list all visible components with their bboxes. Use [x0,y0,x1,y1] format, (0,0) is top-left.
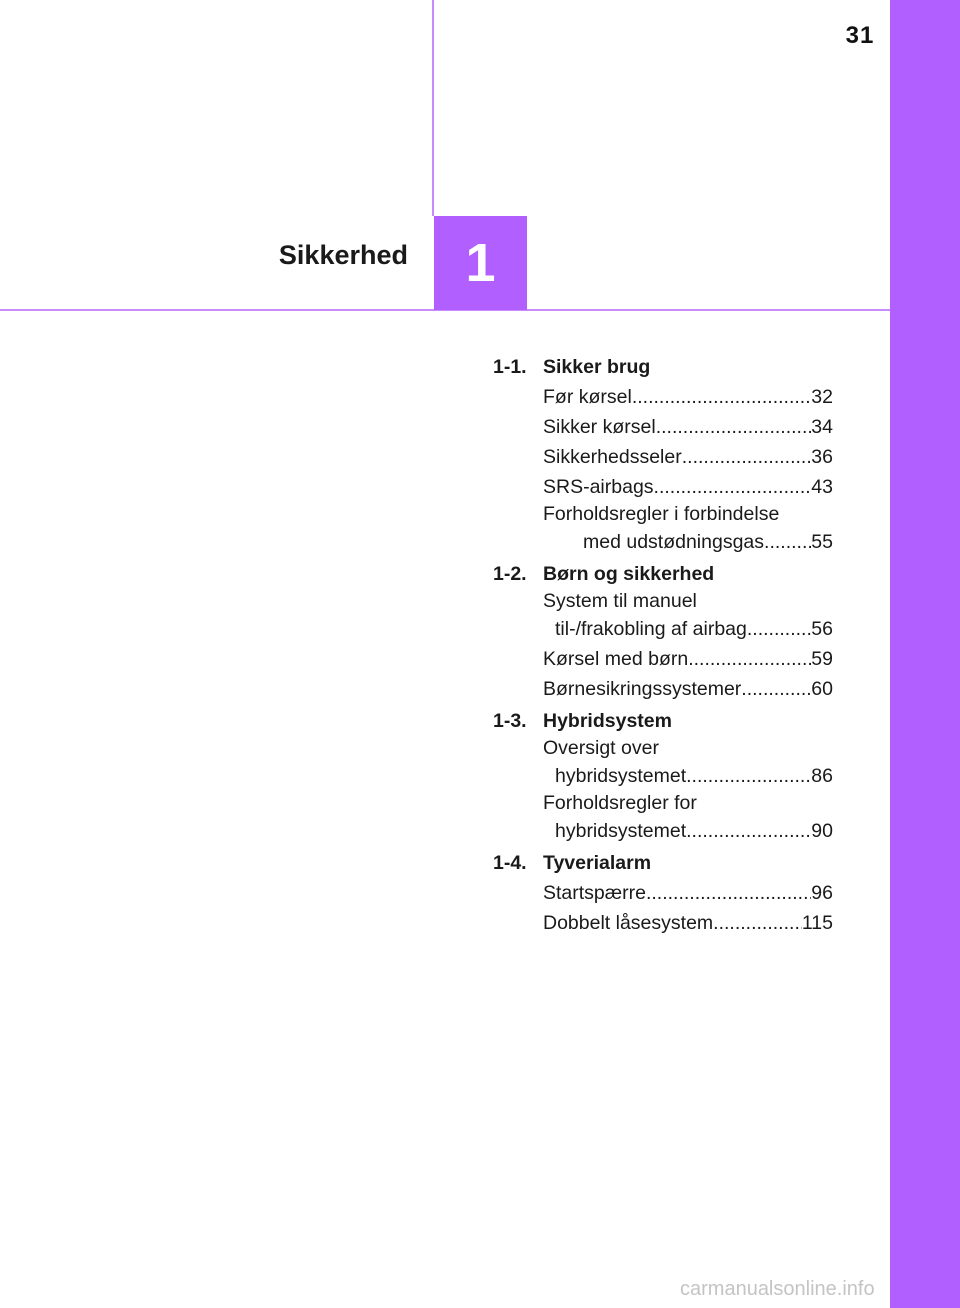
watermark: carmanualsonline.info [680,1278,875,1300]
section-title: Hybridsystem [543,710,672,732]
toc-entry[interactable] [543,644,833,674]
vertical-divider [432,0,434,216]
entry-page: 43 [811,476,833,498]
toc-section [493,706,833,846]
section-title: Børn og sikkerhed [543,563,715,585]
entry-label: Kørsel med børn [543,648,689,670]
entry-label-cont: med udstødningsgas [583,531,765,553]
entry-page: 60 [811,678,833,700]
toc-entry[interactable] [543,791,833,846]
toc-section [493,559,833,704]
section-number: 1-1. [493,356,527,378]
entry-page: 90 [811,820,833,842]
entry-label: Børnesikringssystemer [543,678,742,700]
toc-entry[interactable] [543,412,833,442]
entry-label-cont: hybridsystemet [555,820,687,842]
page-number: 31 [845,22,875,49]
toc-entry[interactable] [543,502,833,557]
chapter-side-tab [890,0,960,1308]
section-number: 1-4. [493,852,527,874]
entry-page: 86 [811,765,833,787]
entry-label: System til manuel [543,590,697,612]
entry-label: Sikker kørsel [543,416,656,438]
toc-entry[interactable] [543,674,833,704]
section-heading[interactable] [493,559,833,589]
entry-label: SRS-airbags [543,476,654,498]
section-number: 1-3. [493,710,527,732]
toc-section [493,352,833,557]
section-title: Sikker brug [543,356,651,378]
toc-entry[interactable] [543,878,833,908]
entry-page: 55 [811,531,833,553]
entry-page: 34 [811,416,833,438]
entry-label: Sikkerhedsseler [543,446,682,468]
toc-entry[interactable] [543,442,833,472]
section-heading[interactable] [493,706,833,736]
toc-entry[interactable] [543,589,833,644]
entry-page: 115 [801,912,833,934]
entry-page: 32 [811,386,833,408]
chapter-title: Sikkerhed [278,240,408,270]
toc-entry[interactable] [543,736,833,791]
entry-label: Dobbelt låsesystem [543,912,714,934]
section-heading[interactable] [493,352,833,382]
entry-label: Startspærre [543,882,646,904]
entry-label-cont: hybridsystemet [555,765,687,787]
section-heading[interactable] [493,848,833,878]
entry-page: 56 [811,618,833,640]
entry-label: Før kørsel [543,386,632,408]
entry-page: 96 [811,882,833,904]
section-title: Tyverialarm [543,852,652,874]
entry-label-cont: til-/frakobling af airbag [555,618,747,640]
entry-label: Forholdsregler for [543,792,697,814]
toc-entry[interactable] [543,382,833,412]
toc-section [493,848,833,938]
entry-label: Oversigt over [543,737,659,759]
section-number: 1-2. [493,563,527,585]
toc-entry[interactable] [543,908,833,938]
entry-page: 36 [811,446,833,468]
toc-entry[interactable] [543,472,833,502]
table-of-contents [493,352,833,940]
chapter-number-box: 1 [434,216,527,310]
entry-label: Forholdsregler i forbindelse [543,503,780,525]
entry-page: 59 [811,648,833,670]
